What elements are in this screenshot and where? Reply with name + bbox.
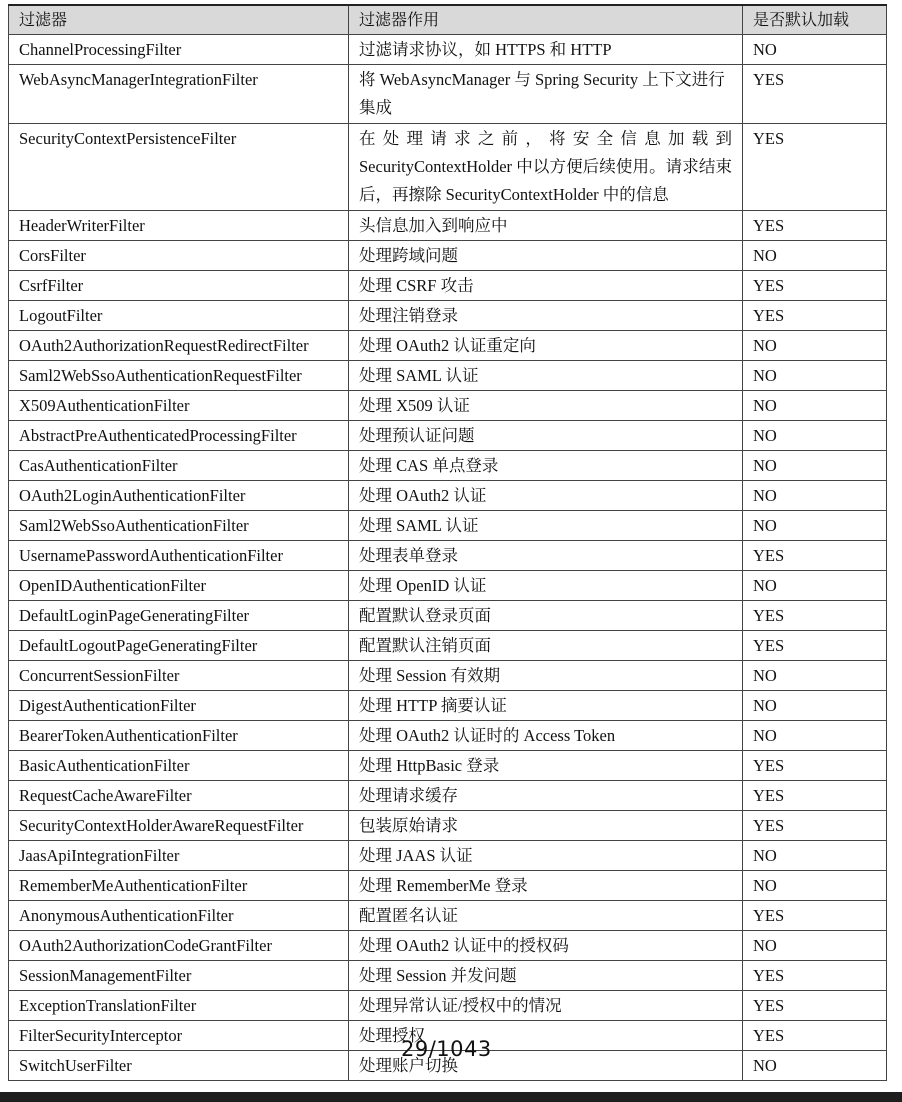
filter-purpose-cell: 处理 Session 并发问题 [349, 961, 743, 991]
filter-purpose-cell: 处理授权 [349, 1021, 743, 1051]
table-row [9, 601, 887, 631]
filter-name-cell: ConcurrentSessionFilter [9, 661, 349, 691]
default-loaded-cell: NO [743, 481, 887, 511]
filter-purpose-cell: 包装原始请求 [349, 811, 743, 841]
filter-purpose-cell: 处理 OAuth2 认证 [349, 481, 743, 511]
table-row [9, 841, 887, 871]
filter-name-cell: SecurityContextPersistenceFilter [9, 124, 349, 211]
table-row [9, 65, 887, 124]
filter-name-cell: X509AuthenticationFilter [9, 391, 349, 421]
default-loaded-cell: YES [743, 65, 887, 124]
table-row [9, 511, 887, 541]
document-page [8, 4, 886, 1081]
filter-name-cell: WebAsyncManagerIntegrationFilter [9, 65, 349, 124]
filter-name-cell: DigestAuthenticationFilter [9, 691, 349, 721]
default-loaded-cell: YES [743, 991, 887, 1021]
table-row [9, 811, 887, 841]
filter-name-cell: CasAuthenticationFilter [9, 451, 349, 481]
filter-purpose-cell: 过滤请求协议，如 HTTPS 和 HTTP [349, 35, 743, 65]
table-row [9, 931, 887, 961]
filter-purpose-cell: 处理 HttpBasic 登录 [349, 751, 743, 781]
default-loaded-cell: NO [743, 361, 887, 391]
default-loaded-cell: NO [743, 331, 887, 361]
filter-purpose-cell: 处理 OAuth2 认证时的 Access Token [349, 721, 743, 751]
table-row [9, 691, 887, 721]
header-default-loaded: 是否默认加载 [743, 5, 887, 35]
filter-name-cell: OAuth2AuthorizationRequestRedirectFilter [9, 331, 349, 361]
default-loaded-cell: YES [743, 811, 887, 841]
filter-purpose-cell: 处理 HTTP 摘要认证 [349, 691, 743, 721]
default-loaded-cell: YES [743, 631, 887, 661]
filter-name-cell: Saml2WebSsoAuthenticationFilter [9, 511, 349, 541]
default-loaded-cell: NO [743, 391, 887, 421]
filter-name-cell: UsernamePasswordAuthenticationFilter [9, 541, 349, 571]
table-row [9, 241, 887, 271]
filter-name-cell: BearerTokenAuthenticationFilter [9, 721, 349, 751]
default-loaded-cell: NO [743, 511, 887, 541]
header-filter: 过滤器 [9, 5, 349, 35]
default-loaded-cell: NO [743, 1051, 887, 1081]
default-loaded-cell: YES [743, 961, 887, 991]
table-row [9, 991, 887, 1021]
filter-purpose-cell: 配置默认登录页面 [349, 601, 743, 631]
filter-name-cell: RememberMeAuthenticationFilter [9, 871, 349, 901]
table-row [9, 211, 887, 241]
table-row [9, 751, 887, 781]
table-row [9, 271, 887, 301]
default-loaded-cell: YES [743, 271, 887, 301]
filter-purpose-cell: 处理 JAAS 认证 [349, 841, 743, 871]
default-loaded-cell: NO [743, 421, 887, 451]
filter-purpose-cell: 配置默认注销页面 [349, 631, 743, 661]
filter-name-cell: OAuth2AuthorizationCodeGrantFilter [9, 931, 349, 961]
bottom-border [0, 1092, 902, 1102]
filter-name-cell: BasicAuthenticationFilter [9, 751, 349, 781]
filter-name-cell: LogoutFilter [9, 301, 349, 331]
default-loaded-cell: NO [743, 841, 887, 871]
filter-purpose-cell: 处理 OpenID 认证 [349, 571, 743, 601]
filter-purpose-cell: 处理请求缓存 [349, 781, 743, 811]
filter-name-cell: HeaderWriterFilter [9, 211, 349, 241]
default-loaded-cell: YES [743, 211, 887, 241]
filter-name-cell: OpenIDAuthenticationFilter [9, 571, 349, 601]
filter-name-cell: OAuth2LoginAuthenticationFilter [9, 481, 349, 511]
table-row [9, 481, 887, 511]
filter-table [8, 4, 887, 1081]
default-loaded-cell: NO [743, 571, 887, 601]
filter-name-cell: SwitchUserFilter [9, 1051, 349, 1081]
default-loaded-cell: NO [743, 691, 887, 721]
table-row [9, 391, 887, 421]
default-loaded-cell: NO [743, 931, 887, 961]
filter-purpose-cell: 处理账户切换 [349, 1051, 743, 1081]
filter-purpose-cell: 处理表单登录 [349, 541, 743, 571]
default-loaded-cell: YES [743, 541, 887, 571]
filter-purpose-cell: 处理 CSRF 攻击 [349, 271, 743, 301]
filter-purpose-cell: 配置匿名认证 [349, 901, 743, 931]
table-row [9, 721, 887, 751]
default-loaded-cell: YES [743, 124, 887, 211]
table-row [9, 451, 887, 481]
table-row [9, 901, 887, 931]
table-row [9, 361, 887, 391]
filter-purpose-cell: 处理 OAuth2 认证中的授权码 [349, 931, 743, 961]
default-loaded-cell: NO [743, 661, 887, 691]
table-row [9, 301, 887, 331]
filter-purpose-cell: 将 WebAsyncManager 与 Spring Security 上下文进行集成 [349, 65, 743, 124]
header-purpose: 过滤器作用 [349, 5, 743, 35]
filter-purpose-cell: 处理预认证问题 [349, 421, 743, 451]
filter-purpose-cell: 处理 OAuth2 认证重定向 [349, 331, 743, 361]
default-loaded-cell: YES [743, 601, 887, 631]
filter-name-cell: ExceptionTranslationFilter [9, 991, 349, 1021]
table-row [9, 541, 887, 571]
table-row [9, 631, 887, 661]
filter-name-cell: AbstractPreAuthenticatedProcessingFilter [9, 421, 349, 451]
filter-purpose-cell: 处理异常认证/授权中的情况 [349, 991, 743, 1021]
table-row [9, 331, 887, 361]
default-loaded-cell: NO [743, 35, 887, 65]
filter-purpose-cell: 处理 X509 认证 [349, 391, 743, 421]
filter-purpose-cell: 处理 SAML 认证 [349, 511, 743, 541]
filter-name-cell: CorsFilter [9, 241, 349, 271]
filter-name-cell: RequestCacheAwareFilter [9, 781, 349, 811]
filter-purpose-cell: 在处理请求之前，将安全信息加载到 SecurityContextHolder 中以方便后续使用。请求结束后，再擦除 SecurityContextHolder 中的信息 [349, 124, 743, 211]
filter-name-cell: SessionManagementFilter [9, 961, 349, 991]
filter-purpose-cell: 处理 CAS 单点登录 [349, 451, 743, 481]
filter-name-cell: ChannelProcessingFilter [9, 35, 349, 65]
default-loaded-cell: NO [743, 451, 887, 481]
default-loaded-cell: YES [743, 901, 887, 931]
default-loaded-cell: NO [743, 871, 887, 901]
table-row [9, 421, 887, 451]
filter-name-cell: AnonymousAuthenticationFilter [9, 901, 349, 931]
table-row [9, 661, 887, 691]
filter-purpose-cell: 处理跨域问题 [349, 241, 743, 271]
filter-name-cell: CsrfFilter [9, 271, 349, 301]
table-row [9, 35, 887, 65]
table-header-row [9, 5, 887, 35]
table-row [9, 781, 887, 811]
default-loaded-cell: YES [743, 1021, 887, 1051]
filter-purpose-cell: 处理注销登录 [349, 301, 743, 331]
table-row [9, 871, 887, 901]
filter-name-cell: JaasApiIntegrationFilter [9, 841, 349, 871]
filter-name-cell: FilterSecurityInterceptor [9, 1021, 349, 1051]
filter-name-cell: SecurityContextHolderAwareRequestFilter [9, 811, 349, 841]
filter-purpose-cell: 处理 RememberMe 登录 [349, 871, 743, 901]
filter-name-cell: DefaultLoginPageGeneratingFilter [9, 601, 349, 631]
filter-purpose-cell: 处理 Session 有效期 [349, 661, 743, 691]
table-row [9, 124, 887, 211]
default-loaded-cell: YES [743, 751, 887, 781]
filter-purpose-cell: 头信息加入到响应中 [349, 211, 743, 241]
table-row [9, 961, 887, 991]
filter-name-cell: DefaultLogoutPageGeneratingFilter [9, 631, 349, 661]
table-row [9, 571, 887, 601]
default-loaded-cell: NO [743, 721, 887, 751]
page-number-indicator: 29/1043 [401, 1037, 492, 1061]
filter-name-cell: Saml2WebSsoAuthenticationRequestFilter [9, 361, 349, 391]
default-loaded-cell: YES [743, 301, 887, 331]
default-loaded-cell: YES [743, 781, 887, 811]
default-loaded-cell: NO [743, 241, 887, 271]
filter-purpose-cell: 处理 SAML 认证 [349, 361, 743, 391]
